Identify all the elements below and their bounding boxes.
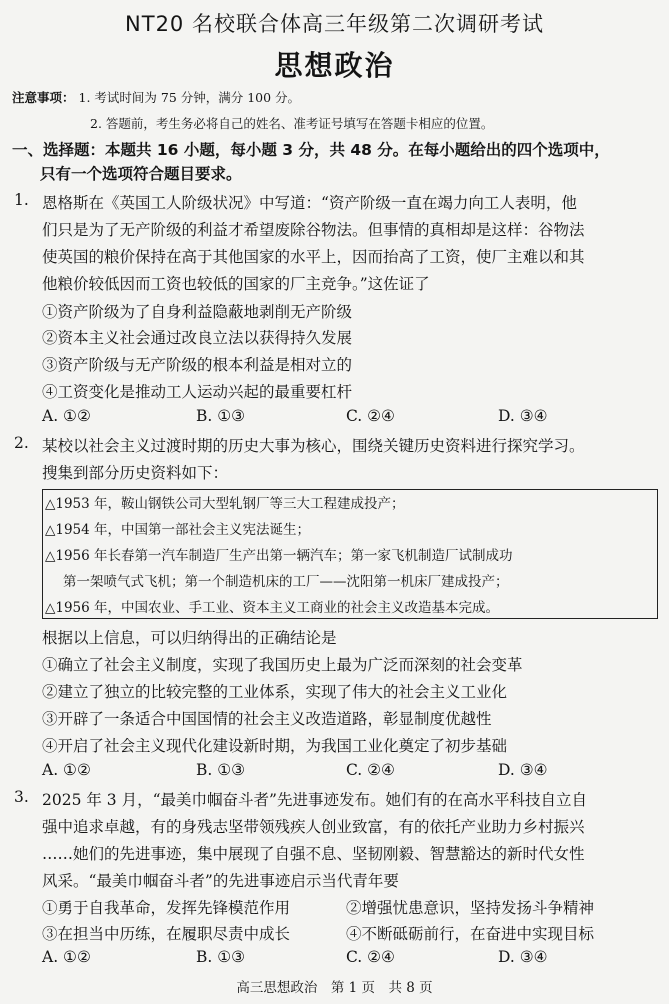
statement-item: ④不断砥砺前行，在奋进中实现目标 — [346, 925, 595, 943]
option-d: D. ③④ — [498, 761, 548, 779]
option-b: B. ①③ — [196, 407, 246, 425]
option-b: B. ①③ — [196, 761, 246, 779]
option-b: B. ①③ — [196, 948, 246, 966]
statement-item: ②建立了独立的比较完整的工业体系，实现了伟大的社会主义工业化 — [42, 683, 508, 701]
question-stem-line: ……她们的先进事迹，集中展现了自强不息、坚韧刚毅、智慧豁达的新时代女性 — [42, 845, 585, 863]
question-stem-line: 某校以社会主义过渡时期的历史大事为核心，围绕关键历史资料进行探究学习。 — [42, 437, 585, 455]
option-a: A. ①② — [42, 407, 91, 425]
question-number: 3. — [14, 788, 29, 806]
exam-title: NT20 名校联合体高三年级第二次调研考试 — [125, 12, 544, 36]
option-d: D. ③④ — [498, 948, 548, 966]
history-material-box — [42, 489, 658, 619]
question-stem-line: 风采。“最美巾帼奋斗者”的先进事迹启示当代青年要 — [42, 872, 399, 890]
subject-title: 思想政治 — [274, 49, 395, 82]
statement-item: ③资产阶级与无产阶级的根本利益是相对立的 — [42, 356, 353, 374]
material-line: △1954 年，中国第一部社会主义宪法诞生； — [45, 522, 311, 538]
question-number: 2. — [14, 434, 29, 452]
section-heading-line-1: 一、选择题：本题共 16 小题，每小题 3 分，共 48 分。在每小题给出的四个选项中， — [12, 141, 610, 159]
option-c: C. ②④ — [346, 761, 395, 779]
statement-item: ①确立了社会主义制度，实现了我国历史上最为广泛而深刻的社会变革 — [42, 656, 523, 674]
section-heading-line-2: 只有一个选项符合题目要求。 — [40, 165, 242, 183]
option-a: A. ①② — [42, 761, 91, 779]
material-line: △1956 年长春第一汽车制造厂生产出第一辆汽车；第一家飞机制造厂试制成功 — [45, 548, 513, 564]
question-number: 1. — [14, 191, 29, 209]
option-d: D. ③④ — [498, 407, 548, 425]
statement-item: ①勇于自我革命，发挥先锋模范作用 — [42, 899, 291, 917]
question-stem-line: 使英国的粮价保持在高于其他国家的水平上，因而抬高了工资，使厂主难以和其 — [42, 248, 585, 266]
notice-item-1: 1. 考试时间为 75 分钟，满分 100 分。 — [78, 90, 301, 105]
option-a: A. ①② — [42, 948, 91, 966]
question-lead: 根据以上信息，可以归纳得出的正确结论是 — [42, 629, 337, 647]
material-line: △1953 年，鞍山钢铁公司大型轧钢厂等三大工程建成投产； — [45, 496, 405, 512]
question-stem-line: 2025 年 3 月，“最美巾帼奋斗者”先进事迹发布。她们有的在高水平科技自立自 — [42, 791, 587, 809]
material-line: 第一架喷气式飞机；第一个制造机床的工厂——沈阳第一机床厂建成投产； — [63, 574, 509, 590]
question-stem-line: 们只是为了无产阶级的利益才希望废除谷物法。但事情的真相却是这样：谷物法 — [42, 221, 585, 239]
option-c: C. ②④ — [346, 948, 395, 966]
notice-label: 注意事项： — [12, 90, 75, 105]
notice-item-2: 2. 答题前，考生务必将自己的姓名、准考证号填写在答题卡相应的位置。 — [90, 116, 494, 131]
option-c: C. ②④ — [346, 407, 395, 425]
statement-item: ④开启了社会主义现代化建设新时期，为我国工业化奠定了初步基础 — [42, 737, 508, 755]
question-stem-line: 恩格斯在《英国工人阶级状况》中写道：“资产阶级一直在竭力向工人表明，他 — [42, 194, 577, 212]
material-line: △1956 年，中国农业、手工业、资本主义工商业的社会主义改造基本完成。 — [45, 600, 500, 616]
statement-item: ②增强忧患意识，坚持发扬斗争精神 — [346, 899, 595, 917]
statement-item: ②资本主义社会通过改良立法以获得持久发展 — [42, 329, 353, 347]
statement-item: ③开辟了一条适合中国国情的社会主义改造道路，彰显制度优越性 — [42, 710, 492, 728]
question-stem-line: 他粮价较低因而工资也较低的国家的厂主竞争。”这佐证了 — [42, 275, 430, 293]
statement-item: ③在担当中历练，在履职尽责中成长 — [42, 925, 291, 943]
notice-line-1 — [12, 88, 300, 106]
page-footer: 高三思想政治 第 1 页 共 8 页 — [236, 980, 433, 996]
question-stem-line: 强中追求卓越，有的身残志坚带领残疾人创业致富，有的依托产业助力乡村振兴 — [42, 818, 585, 836]
statement-item: ④工资变化是推动工人运动兴起的最重要杠杆 — [42, 383, 353, 401]
question-stem-line: 搜集到部分历史资料如下： — [42, 464, 229, 482]
statement-item: ①资产阶级为了自身利益隐蔽地剥削无产阶级 — [42, 303, 353, 321]
